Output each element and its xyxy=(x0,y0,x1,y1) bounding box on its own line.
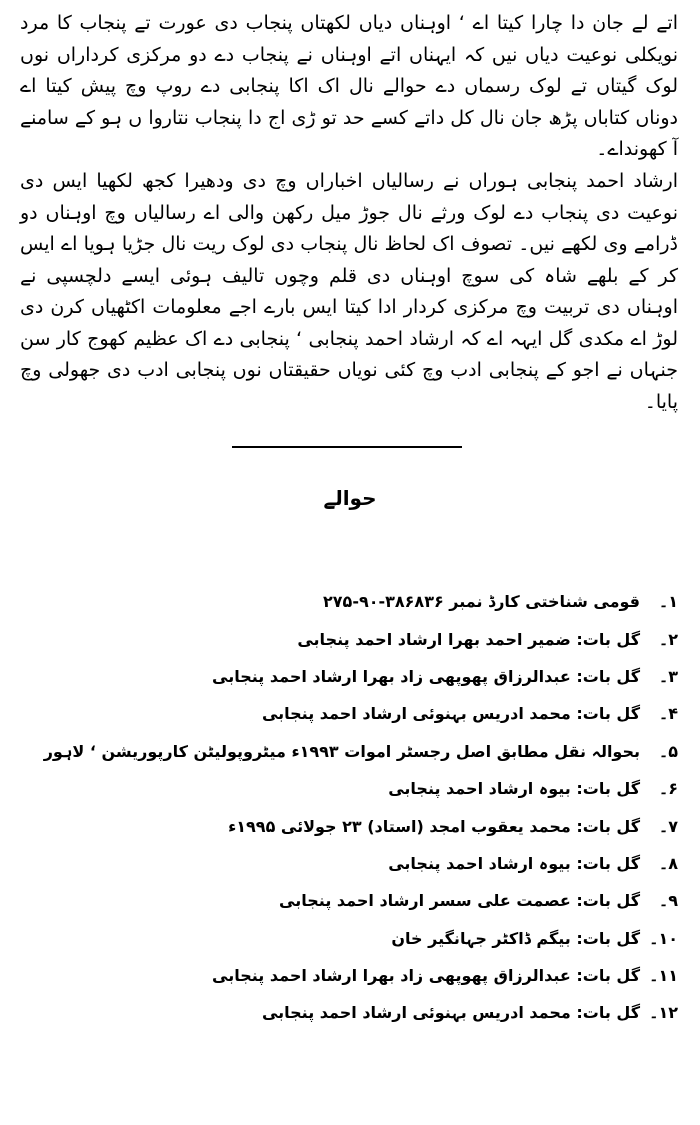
reference-text: قومی شناختی کارڈ نمبر ۳۸۶۸۳۶-۹۰-۲۷۵ xyxy=(323,592,640,612)
reference-number: ۴۔ xyxy=(658,704,678,724)
reference-text: گل بات: بیوہ ارشاد احمد پنجابی xyxy=(388,853,640,873)
reference-number: ۶۔ xyxy=(658,779,678,799)
references-heading: حوالے xyxy=(323,486,377,510)
reference-number: ۹۔ xyxy=(658,891,678,911)
body-paragraph-1: اتے لے جان دا چارا کیتا اے ‘ اوہناں دیاں لکھتاں پنجاب دی عورت تے پنجاب کا مرد نویکلی نوعیت دیاں نیں کہ ایہناں اتے اوہناں نے پنجاب دے دو مرکزی کرداراں نوں لوک گیتاں تے لوک رسماں دے حوالے نال اک اکا پنجابی دے روپ وچ پیش کیتا اے دوناں کتاباں پڑھ جان نال کل داتے کسے حد تو ڑی اج دا پنجاب نتاروا ں ہو کے سامنے آ کھونداے۔ xyxy=(20,12,678,160)
reference-number: ۷۔ xyxy=(658,816,678,836)
references-list xyxy=(18,583,678,1032)
reference-item xyxy=(18,620,678,657)
reference-text: گل بات: عبدالرزاق پھوپھی زاد بھرا ارشاد احمد پنجابی xyxy=(212,666,640,686)
reference-text: بحوالہ نقل مطابق اصل رجسٹر اموات ۱۹۹۳ء میٹروپولیٹن کارپوریشن ‘ لاہور xyxy=(43,741,640,761)
reference-number: ۱۰۔ xyxy=(649,928,678,948)
reference-number: ۲۔ xyxy=(658,629,678,649)
reference-number: ۱۱۔ xyxy=(649,966,678,986)
reference-number: ۵۔ xyxy=(658,741,678,761)
section-divider xyxy=(232,446,462,448)
reference-text: گل بات: عصمت علی سسر ارشاد احمد پنجابی xyxy=(279,891,640,911)
reference-item xyxy=(18,882,678,919)
reference-number: ۱۲۔ xyxy=(649,1003,678,1023)
reference-number: ۸۔ xyxy=(658,853,678,873)
reference-number: ۳۔ xyxy=(658,666,678,686)
reference-text: گل بات: بیگم ڈاکٹر جہانگیر خان xyxy=(391,928,640,948)
reference-item xyxy=(18,957,678,994)
reference-number: ۱۔ xyxy=(658,592,678,612)
reference-text: گل بات: ضمیر احمد بھرا ارشاد احمد پنجابی xyxy=(297,629,640,649)
reference-text: گل بات: محمد ادریس بہنوئی ارشاد احمد پنجابی xyxy=(261,1003,640,1023)
reference-item xyxy=(18,920,678,957)
reference-text: گل بات: بیوہ ارشاد احمد پنجابی xyxy=(388,779,640,799)
reference-item xyxy=(18,583,678,620)
reference-text: گل بات: محمد ادریس بہنوئی ارشاد احمد پنجابی xyxy=(261,704,640,724)
reference-item xyxy=(18,658,678,695)
reference-item xyxy=(18,845,678,882)
reference-item xyxy=(18,994,678,1031)
body-paragraph-2: ارشاد احمد پنجابی ہوراں نے رسالیاں اخباراں وچ دی ودھیرا کجھ لکھیا ایس دی نوعیت دی پنجاب دے لوک ورثے نال جوڑ میل رکھن والی اے رسالیاں وچ اوہناں دو ڈرامے وی لکھے نیں۔ تصوف اک لحاظ نال پنجاب دی لوک ریت نال جڑیا ہویا اے ایس کر کے بلھے شاہ کی سوچ اوہناں دی قلم وچوں تالیف ہوئی ایسے دلچسپی نے اوہناں دی تربیت وچ مرکزی کردار ادا کیتا ایس بارے اجے معلومات اکٹھیاں کرن دی لوڑ اے مکدی گل ایہہ اے کہ ارشاد احمد پنجابی ‘ پنجابی دے اک عظیم کھوج کار سن جنہاں نے اجو کے پنجابی ادب وچ کئی نویاں حقیقتاں نوں پنجابی ادب دی جھولی وچ پایا۔ xyxy=(20,170,678,413)
reference-item xyxy=(18,733,678,770)
reference-text: گل بات: عبدالرزاق پھوپھی زاد بھرا ارشاد احمد پنجابی xyxy=(212,966,640,986)
reference-item xyxy=(18,695,678,732)
reference-item xyxy=(18,770,678,807)
reference-text: گل بات: محمد یعقوب امجد (استاد) ۲۳ جولائی ۱۹۹۵ء xyxy=(228,816,640,836)
reference-item xyxy=(18,807,678,844)
